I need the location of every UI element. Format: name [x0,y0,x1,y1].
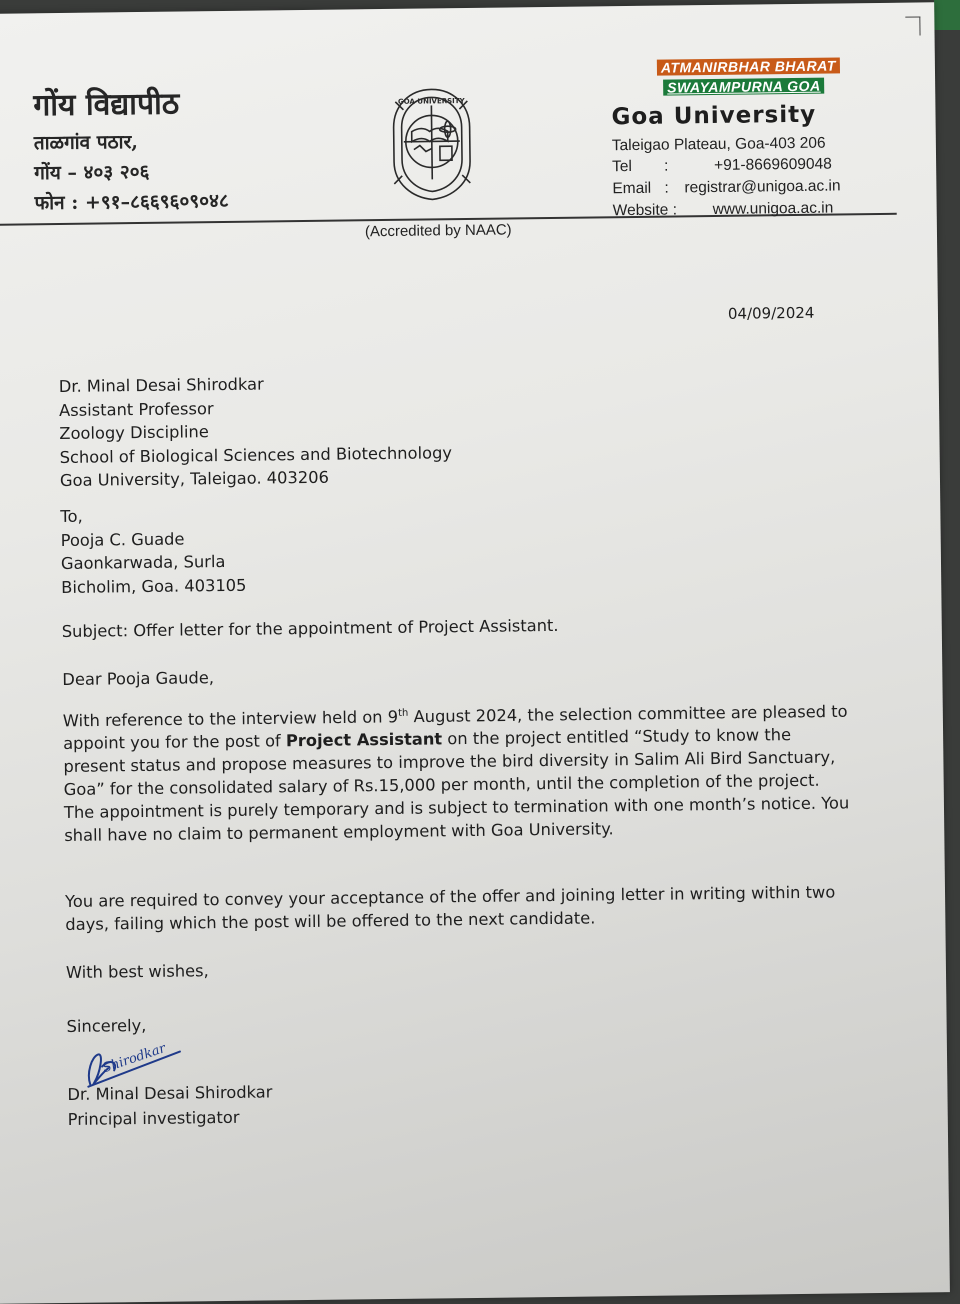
naac-accreditation: (Accredited by NAAC) [364,221,512,241]
p1-text-b: August 2024, the selection committee are pleased to appoint you for the post of [63,701,848,754]
paragraph-appointment [63,696,855,847]
marathi-address-line-2: गोंय – ४०३ २०६ [34,160,150,185]
sender-school: School of Biological Sciences and Biotechnology [59,442,453,467]
university-name: Goa University [611,101,817,131]
marathi-phone-line: फोन : +९१–८६६९६०९०४८ [34,189,229,215]
subject-line: Subject: Offer letter for the appointment of Project Assistant. [61,615,559,641]
tel-value: +91-8669609048 [714,155,832,174]
slogan-swayampurna-goa: SWAYAMPURNA GOA [663,78,825,96]
letter-page [0,2,950,1304]
recipient-address-line-2: Bicholim, Goa. 403105 [61,575,247,597]
email-colon: : [664,179,669,197]
to-label: To, [60,506,83,526]
recipient-address-line-1: Gaonkarwada, Surla [60,551,226,573]
p1-text-c: on the project entitled “Study to know the present status and propose measures to improve the bird diversity in Salim Ali Bird Sanctuary, Goa” for the consolidated salary of Rs.15,000 per month, until the completion of the project. The appointment is purely temporary and is subject to termination with one month’s notice. You shall have no claim to permanent employment with Goa University. [63,725,850,846]
sender-name: Dr. Minal Desai Shirodkar [58,374,264,397]
signature-text: Shirodkar [100,1041,168,1077]
signatory-name: Dr. Minal Desai Shirodkar [67,1082,273,1104]
signatory-role: Principal investigator [67,1107,240,1129]
sender-title: Assistant Professor [58,398,214,420]
website-value: www.unigoa.ac.in [712,199,834,219]
university-address: Taleigao Plateau, Goa-403 206 [611,134,826,155]
p1-superscript: th [397,707,409,719]
tel-colon: : [664,157,669,175]
sender-address: Goa University, Taleigao. 403206 [59,467,330,490]
recipient-block [60,495,851,599]
green-object-edge [934,0,960,30]
marathi-address-line-1: ताळगांव पठार, [33,131,139,155]
salutation: Dear Pooja Gaude, [62,668,215,689]
university-seal-logo [383,83,480,204]
tel-label: Tel [612,157,633,176]
recipient-name: Pooja C. Guade [60,528,185,550]
sign-off: Sincerely, [66,1015,147,1036]
slogan-atmanirbhar-bharat: ATMANIRBHAR BHARAT [657,57,840,75]
folded-corner-mark [905,16,920,35]
sender-discipline: Zoology Discipline [59,422,209,444]
email-value: registrar@unigoa.ac.in [684,177,841,197]
marathi-title: गोंय विद्यापीठ [33,86,180,124]
closing-wishes: With best wishes, [65,961,209,982]
project-assistant-bold: Project Assistant [285,729,443,751]
p1-text-a: With reference to the interview held on 9 [62,707,399,731]
seal-text: GOA UNIVERSITY [397,97,465,106]
letter-date: 04/09/2024 [727,303,815,323]
email-label: Email [612,179,652,198]
paragraph-acceptance: You are required to convey your acceptance of the offer and joining letter in writing within two days, failing which the post will be offered to the next candidate. [64,882,836,934]
sender-block [59,365,850,492]
website-label: Website : [612,201,678,220]
